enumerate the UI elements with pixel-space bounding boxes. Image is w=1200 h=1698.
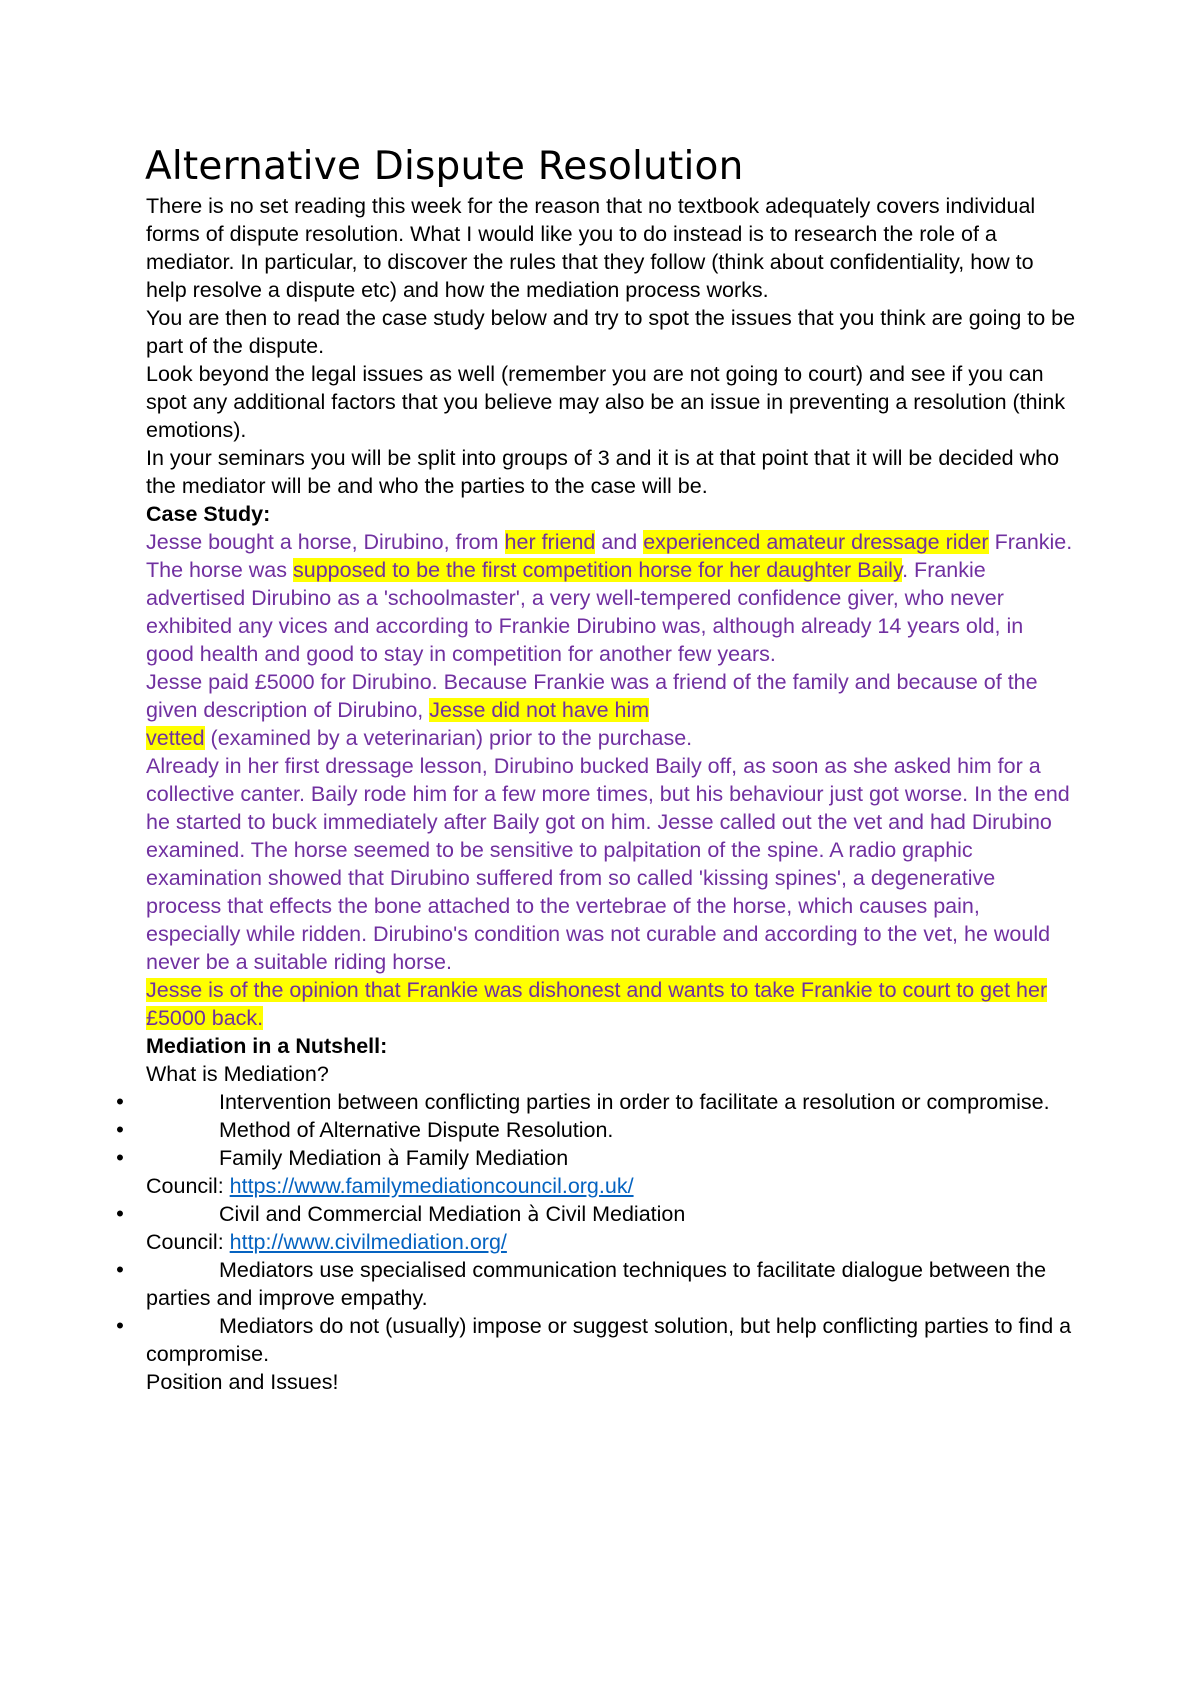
highlighted-text: supposed to be the first competition horse for her daughter Baily	[292, 558, 903, 582]
council-label: Council:	[146, 1174, 230, 1198]
document-body	[116, 140, 1076, 1396]
case-study-heading: Case Study:	[146, 502, 271, 526]
case-paragraph-1	[146, 528, 1076, 668]
arrow-icon: à	[387, 1146, 400, 1170]
case-paragraph-4	[146, 976, 1076, 1032]
list-item-text: Family Mediation	[399, 1146, 569, 1170]
list-item-text: Method of Alternative Dispute Resolution.	[219, 1118, 614, 1142]
list-item-text: Mediators do not (usually) impose or suggest solution, but help conflicting parties to find a compromise.	[146, 1314, 1072, 1366]
bullet-icon: •	[116, 1201, 124, 1226]
list-item	[116, 1088, 1076, 1116]
case-text: . Frankie advertised Dirubino as a 'schoolmaster', a very well-tempered confidence giver, who never exhibited any vices and according to Frankie Dirubino was, although already 14 years old, in good health and good to stay in competition for another few years.	[146, 558, 1024, 666]
civil-mediation-link[interactable]: http://www.civilmediation.org/	[229, 1230, 507, 1254]
list-item-family-mediation	[116, 1144, 1076, 1200]
list-item-text: Mediators use specialised communication techniques to facilitate dialogue between the parties and improve empathy.	[146, 1258, 1047, 1310]
case-text: Jesse paid £5000 for Dirubino. Because Frankie was a friend of the family and because of the given description of Dirubino,	[146, 670, 1038, 722]
list-item-text: Civil Mediation	[539, 1202, 686, 1226]
highlighted-text: Jesse did not have him	[429, 698, 650, 722]
family-mediation-council-link[interactable]: https://www.familymediationcouncil.org.uk/	[229, 1174, 634, 1198]
intro-paragraph: In your seminars you will be split into groups of 3 and it is at that point that it will be decided who the mediator will be and who the parties to the case will be.	[146, 446, 1060, 498]
highlighted-text: Jesse is of the opinion that Frankie was dishonest and wants to take Frankie to court to get her £5000 back.	[146, 978, 1048, 1030]
intro-paragraph: Look beyond the legal issues as well (remember you are not going to court) and see if you can spot any additional factors that you believe may also be an issue in preventing a resolution (think emotions).	[146, 362, 1066, 442]
list-item	[116, 1116, 1076, 1144]
mediation-heading: Mediation in a Nutshell:	[146, 1034, 388, 1058]
list-item-civil-mediation	[116, 1200, 1076, 1256]
bullet-icon: •	[116, 1145, 124, 1170]
case-text: (examined by a veterinarian) prior to the purchase.	[204, 726, 693, 750]
closing-line: Position and Issues!	[146, 1370, 339, 1394]
case-text: Jesse bought a horse, Dirubino, from	[146, 530, 505, 554]
mediation-section	[116, 1032, 1076, 1396]
case-paragraph-3: Already in her first dressage lesson, Dirubino bucked Baily off, as soon as she asked him for a collective canter. Baily rode him for a few more times, but his behaviour just got worse. In the end he started to buck immediately after Baily got on him. Jesse called out the vet and had Dirubino examined. The horse seemed to be sensitive to palpitation of the spine. A radio graphic examination showed that Dirubino suffered from so called 'kissing spines', a degenerative process that effects the bone attached to the vertebrae of the horse, which causes pain, especially while ridden. Dirubino's condition was not curable and according to the vet, he would never be a suitable riding horse.	[146, 754, 1070, 974]
bullet-icon: •	[116, 1117, 124, 1142]
document-title: Alternative Dispute Resolution	[145, 144, 744, 189]
intro-paragraph: You are then to read the case study below and try to spot the issues that you think are going to be part of the dispute.	[146, 306, 1076, 358]
case-text: and	[595, 530, 644, 554]
bullet-icon: •	[116, 1089, 124, 1114]
list-item-text: Family Mediation	[219, 1146, 388, 1170]
list-item-text: Intervention between conflicting parties in order to facilitate a resolution or compromise.	[219, 1090, 1050, 1114]
bullet-icon: •	[116, 1313, 124, 1338]
highlighted-text: her friend	[504, 530, 596, 554]
list-item-text: Civil and Commercial Mediation	[219, 1202, 528, 1226]
highlighted-text: experienced amateur dressage rider	[643, 530, 989, 554]
mediation-question: What is Mediation?	[146, 1062, 329, 1086]
list-item	[116, 1312, 1076, 1368]
arrow-icon: à	[527, 1202, 540, 1226]
list-item	[116, 1256, 1076, 1312]
case-text: Frankie. The horse was	[146, 530, 1073, 582]
bullet-icon: •	[116, 1257, 124, 1282]
intro-paragraph: There is no set reading this week for the reason that no textbook adequately covers individual forms of dispute resolution. What I would like you to do instead is to research the role of a mediator. In particular, to discover the rules that they follow (think about confidentiality, how to help resolve a dispute etc) and how the mediation process works.	[146, 194, 1036, 302]
intro-section	[146, 192, 1076, 500]
council-label: Council:	[146, 1230, 230, 1254]
highlighted-text: vetted	[146, 726, 205, 750]
case-paragraph-2	[146, 668, 1076, 752]
case-study-section	[146, 500, 1076, 1032]
